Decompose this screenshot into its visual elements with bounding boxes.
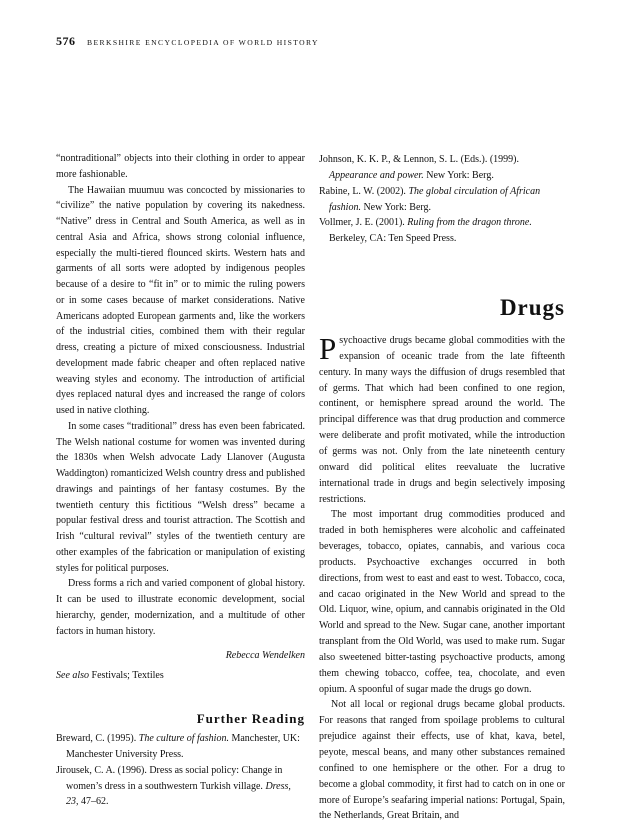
drop-cap: P — [319, 331, 337, 367]
paragraph: “nontraditional” objects into their clothing in order to appear more fashionable. — [56, 153, 305, 180]
right-column — [319, 152, 565, 824]
opening-paragraph: Psychoactive drugs became global commodities with the expansion of oceanic trade from the late fifteenth century. In many ways the diffusion of drugs resembled that of germs. That which had been confined to one region, continent, or hemisphere spread around the world. The principal difference was that drug production and commerce were deliberate and profit motivated, while the introduction of germs was not. Only from the late nineteenth century onward did political elites reevaluate the lucrative international trade in drugs and begin selectively imposing restrictions. — [319, 331, 565, 505]
page-number: 576 — [56, 34, 76, 48]
reference-item: Breward, C. (1995). The culture of fashion. Manchester, UK: Manchester University Press. — [56, 733, 300, 760]
article-title: Drugs — [499, 295, 565, 321]
see-also — [56, 668, 305, 683]
paragraph: The most important drug commodities produced and traded in both hemispheres were alcoholic and caffeinated beverages, tobacco, opiates, cannabis, and various coca products. Psychoactive exchanges occurred in both directions, from west to east and east to west. Tobacco, coca, and cacao originated in the New World and spread to the Old. Liquor, wine, opium, and cannabis originated in the Old World and spread to the New. Sugar cane, another important transplant from the Old World, was used to make rum. Sugar also sweetened bitter-tasting psychoactive products, among them chewing tobacco, coffee, tea, chocolate, and even opium. A spoonful of sugar made the drugs go down. — [319, 509, 565, 695]
reference-item: Rabine, L. W. (2002). The global circulation of African fashion. New York: Berg. — [319, 185, 541, 213]
running-header — [56, 34, 319, 49]
running-title: BERKSHIRE ENCYCLOPEDIA OF WORLD HISTORY — [87, 38, 319, 47]
reference-list — [56, 731, 305, 810]
reference-item: Vollmer, J. E. (2001). Ruling from the dragon throne. Berkeley, CA: Ten Speed Press. — [319, 217, 532, 245]
reference-item: Johnson, K. K. P., & Lennon, S. L. (Eds.). (1999). Appearance and power. New York: Berg. — [319, 154, 519, 181]
left-column — [56, 151, 305, 810]
further-reading-heading: Further Reading — [196, 711, 305, 727]
paragraph: In some cases “traditional” dress has even been fabricated. The Welsh national costume for women was invented during the 1830s when Welsh advocate Lady Llanover (Augusta Waddington) romanticized Welsh country dress and published drawings and paintings of her fantasy costumes. By the twentieth century this fictitious “Welsh dress” became a popular festival dress and tourist attraction. The Scottish and Irish “cultural revival” styles of the twentieth century are other examples of the fabrication or manipulation of existing styles for political purposes. — [56, 420, 305, 574]
see-also-label: See also — [56, 670, 90, 682]
paragraph: The Hawaiian muumuu was concocted by missionaries to “civilize” the native population by covering its nakedness. “Native” dress in Central and South America, as well as in central Asia and Africa, shows strong colonial influence, especially the multi-tiered flounced skirts. Western hats and garments of all sorts were adopted by indigenous peoples because of a desire to “fit in” or to mimic the ruling powers or in some cases because of market considerations. Native Americans adopted European garments and, like the workers of the industrial cities, combined them with their regular dress, creating a picture of mixed consciousness. Industrial development made fabric cheaper and often replaced native weaving styles and economy. The introduction of artificial dyes replaced natural dyes and increased the range of colors used in native clothing. — [56, 184, 305, 416]
reference-list-continued — [319, 152, 565, 247]
paragraph: Not all local or regional drugs became global products. For reasons that ranged from spoilage problems to cultural prejudice against their effects, use of khat, kava, betel, peyote, mescal beans, and many other substances remained confined to one hemisphere or the other. For a drug to become a global commodity, it first had to catch on in one or more of Europe’s seafaring imperial nations: Portugal, Spain, the Netherlands, Great Britain, and — [319, 699, 565, 822]
see-also-items: Festivals; Textiles — [91, 670, 164, 682]
reference-item: Jirousek, C. A. (1996). Dress as social policy: Change in women’s dress in a southwestern Turkish village. Dress, 23, 47–62. — [56, 764, 291, 808]
paragraph: Dress forms a rich and varied component of global history. It can be used to illustrate economic development, social hierarchy, gender, modernization, and a multitude of other factors in human history. — [56, 578, 305, 637]
author-signature: Rebecca Wendelken — [225, 650, 305, 662]
